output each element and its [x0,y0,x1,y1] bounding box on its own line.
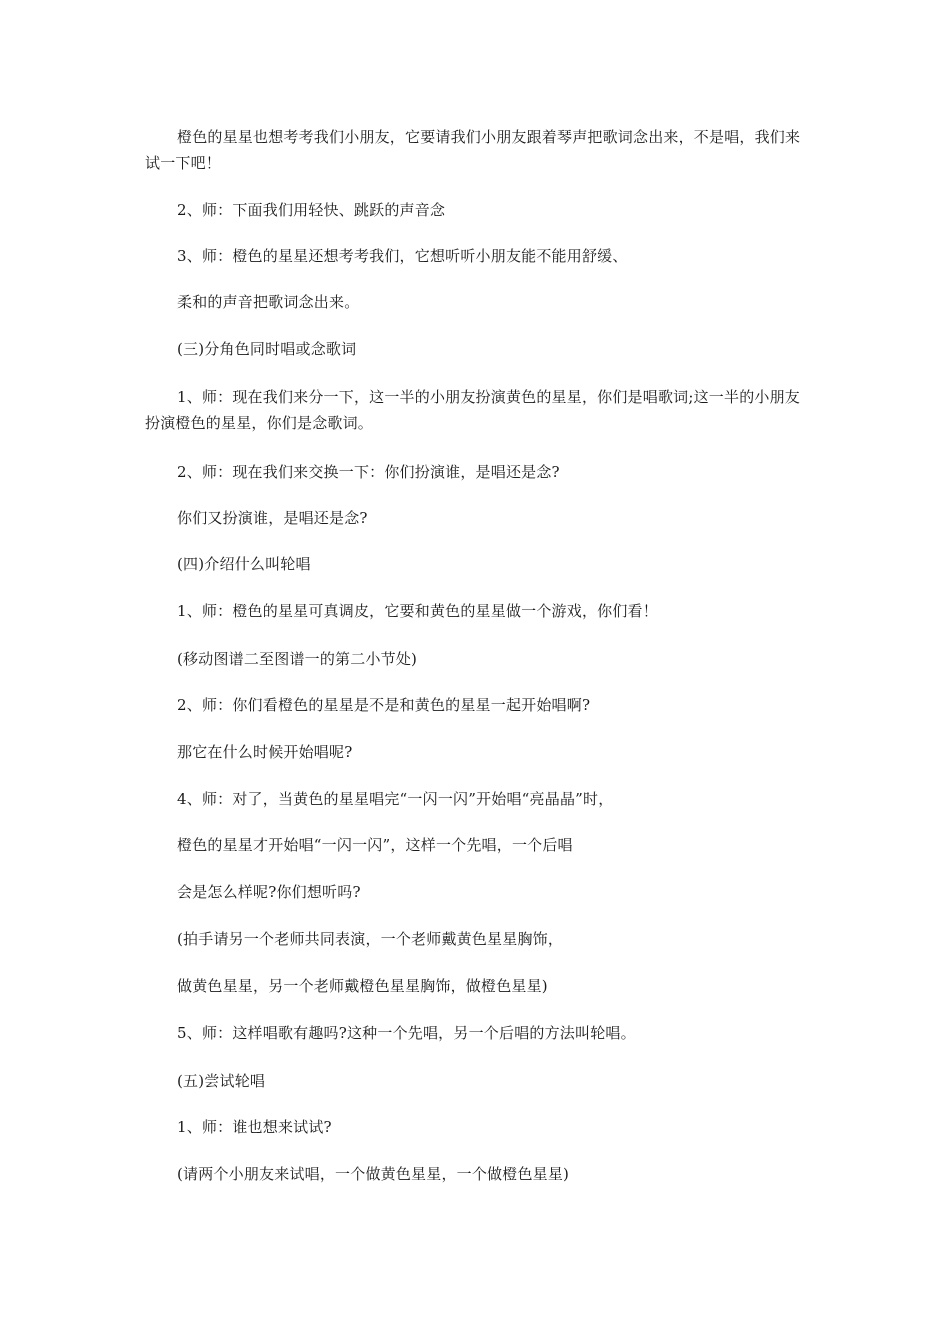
paragraph-6: 2、师：现在我们来交换一下：你们扮演谁，是唱还是念? [177,463,560,481]
paragraph-13: 橙色的星星才开始唱“一闪一闪”，这样一个先唱，一个后唱 [177,836,573,854]
paragraph-17: 5、师：这样唱歌有趣吗?这种一个先唱，另一个后唱的方法叫轮唱。 [177,1024,636,1042]
paragraph-7: 你们又扮演谁，是唱还是念? [177,509,368,527]
paragraph-3: 3、师：橙色的星星还想考考我们，它想听听小朋友能不能用舒缓、 [177,247,628,265]
section-heading-4: (四)介绍什么叫轮唱 [177,555,311,573]
paragraph-16: 做黄色星星，另一个老师戴橙色星星胸饰，做橙色星星) [177,977,548,995]
paragraph-11: 那它在什么时候开始唱呢? [177,743,353,761]
paragraph-14: 会是怎么样呢?你们想听吗? [177,883,361,901]
paragraph-18: 1、师：谁也想来试试? [177,1118,332,1136]
paragraph-15: (拍手请另一个老师共同表演，一个老师戴黄色星星胸饰， [177,930,564,948]
section-heading-5: (五)尝试轮唱 [177,1072,266,1090]
paragraph-8: 1、师：橙色的星星可真调皮，它要和黄色的星星做一个游戏，你们看！ [177,602,658,620]
paragraph-2: 2、师：下面我们用轻快、跳跃的声音念 [177,201,446,219]
paragraph-9: (移动图谱二至图谱一的第二小节处) [177,650,418,668]
paragraph-12: 4、师：对了，当黄色的星星唱完“一闪一闪”开始唱“亮晶晶”时， [177,790,614,808]
paragraph-4: 柔和的声音把歌词念出来。 [177,293,360,311]
section-heading-3: (三)分角色同时唱或念歌词 [177,340,357,358]
paragraph-5: 1、师：现在我们来分一下，这一半的小朋友扮演黄色的星星，你们是唱歌词;这一半的小朋友扮演橙色的星星，你们是念歌词。 [145,388,801,432]
paragraph-1: 橙色的星星也想考考我们小朋友，它要请我们小朋友跟着琴声把歌词念出来，不是唱，我们来试一下吧！ [145,128,801,172]
paragraph-10: 2、师：你们看橙色的星星是不是和黄色的星星一起开始唱啊? [177,696,591,714]
paragraph-19: (请两个小朋友来试唱，一个做黄色星星，一个做橙色星星) [177,1165,570,1183]
